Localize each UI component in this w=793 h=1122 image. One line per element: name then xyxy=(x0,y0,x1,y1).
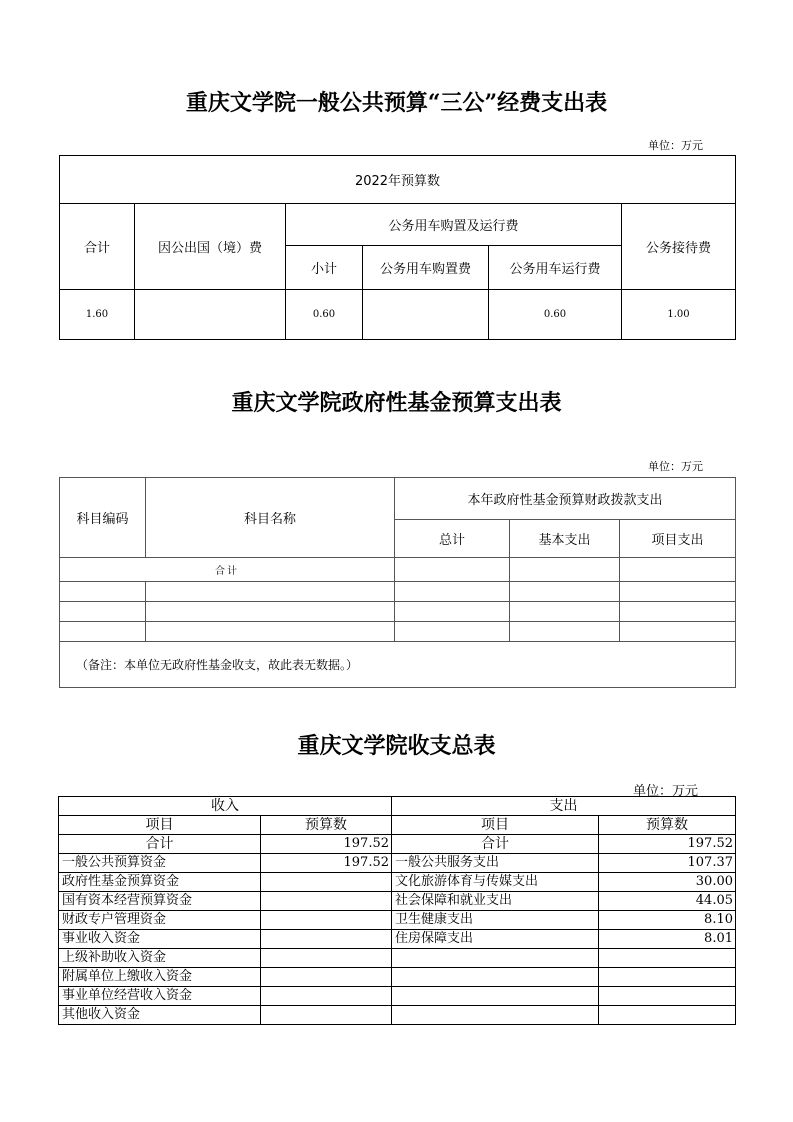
income-item: 上级补助收入资金 xyxy=(59,949,261,968)
table-row xyxy=(59,949,736,968)
table-row xyxy=(59,892,736,911)
expense-value xyxy=(599,987,736,1006)
table-row xyxy=(60,622,736,642)
header-operation: 公务用车运行费 xyxy=(489,246,622,290)
income-item: 事业单位经营收入资金 xyxy=(59,987,261,1006)
header-name: 科目名称 xyxy=(146,478,395,558)
header-total: 合计 xyxy=(60,204,135,290)
income-header: 收入 xyxy=(59,797,392,816)
expense-value: 8.10 xyxy=(599,911,736,930)
table-row xyxy=(59,1006,736,1025)
expense-item xyxy=(392,949,599,968)
empty-cell xyxy=(620,558,736,582)
expense-item: 社会保障和就业支出 xyxy=(392,892,599,911)
value-purchase xyxy=(363,290,489,340)
expense-item xyxy=(392,968,599,987)
table-row xyxy=(59,911,736,930)
header-reception: 公务接待费 xyxy=(622,204,736,290)
sangong-unit: 单位：万元 xyxy=(648,139,703,152)
income-item: 附属单位上缴收入资金 xyxy=(59,968,261,987)
fund-table xyxy=(59,477,736,688)
table-row xyxy=(59,854,736,873)
fund-note: （备注：本单位无政府性基金收支，故此表无数据。） xyxy=(60,642,736,688)
income-value xyxy=(261,1006,392,1025)
header-vehicle: 公务用车购置及运行费 xyxy=(286,204,622,246)
expense-item: 卫生健康支出 xyxy=(392,911,599,930)
income-value xyxy=(261,987,392,1006)
expense-item-col: 项目 xyxy=(392,816,599,835)
expense-budget-col: 预算数 xyxy=(599,816,736,835)
fund-unit: 单位：万元 xyxy=(648,460,703,473)
table-row xyxy=(59,930,736,949)
empty-cell xyxy=(395,558,510,582)
income-value xyxy=(261,873,392,892)
expense-item xyxy=(392,1006,599,1025)
expense-item: 文化旅游体育与传媒支出 xyxy=(392,873,599,892)
income-value xyxy=(261,911,392,930)
expense-item: 合计 xyxy=(392,835,599,854)
income-value xyxy=(261,892,392,911)
expense-item: 住房保障支出 xyxy=(392,930,599,949)
fund-total-row: 合计 xyxy=(60,558,395,582)
value-operation: 0.60 xyxy=(489,290,622,340)
table-row xyxy=(59,968,736,987)
header-subtotal: 小计 xyxy=(286,246,363,290)
income-budget-col: 预算数 xyxy=(261,816,392,835)
expense-item xyxy=(392,987,599,1006)
empty-cell xyxy=(510,558,620,582)
value-reception: 1.00 xyxy=(622,290,736,340)
header-abroad: 因公出国（境）费 xyxy=(135,204,286,290)
expense-value: 8.01 xyxy=(599,930,736,949)
table-row xyxy=(60,602,736,622)
fund-title: 重庆文学院政府性基金预算支出表 xyxy=(231,390,562,416)
header-code: 科目编码 xyxy=(60,478,146,558)
income-item: 国有资本经营预算资金 xyxy=(59,892,261,911)
income-item: 政府性基金预算资金 xyxy=(59,873,261,892)
income-item-col: 项目 xyxy=(59,816,261,835)
header-basic: 基本支出 xyxy=(510,520,620,558)
income-value: 197.52 xyxy=(261,835,392,854)
header-group: 本年政府性基金预算财政拨款支出 xyxy=(395,478,736,520)
budget-year-header: 2022年预算数 xyxy=(60,156,736,204)
value-abroad xyxy=(135,290,286,340)
expense-value: 197.52 xyxy=(599,835,736,854)
income-item: 其他收入资金 xyxy=(59,1006,261,1025)
expense-value: 44.05 xyxy=(599,892,736,911)
income-item: 财政专户管理资金 xyxy=(59,911,261,930)
expense-value xyxy=(599,949,736,968)
value-total: 1.60 xyxy=(60,290,135,340)
summary-table xyxy=(58,796,736,1025)
income-value xyxy=(261,930,392,949)
header-purchase: 公务用车购置费 xyxy=(363,246,489,290)
expense-value xyxy=(599,1006,736,1025)
income-value xyxy=(261,949,392,968)
sangong-title: 重庆文学院一般公共预算“三公”经费支出表 xyxy=(185,90,608,116)
expense-item: 一般公共服务支出 xyxy=(392,854,599,873)
value-subtotal: 0.60 xyxy=(286,290,363,340)
header-fund-total: 总计 xyxy=(395,520,510,558)
sangong-table xyxy=(59,155,736,340)
summary-unit: 单位：万元 xyxy=(633,784,699,799)
expense-value: 107.37 xyxy=(599,854,736,873)
summary-title: 重庆文学院收支总表 xyxy=(297,733,496,759)
table-row xyxy=(59,835,736,854)
table-row xyxy=(59,873,736,892)
income-value: 197.52 xyxy=(261,854,392,873)
table-row xyxy=(59,987,736,1006)
income-item: 事业收入资金 xyxy=(59,930,261,949)
expense-value xyxy=(599,968,736,987)
table-row xyxy=(60,582,736,602)
header-project: 项目支出 xyxy=(620,520,736,558)
income-item: 一般公共预算资金 xyxy=(59,854,261,873)
income-value xyxy=(261,968,392,987)
expense-header: 支出 xyxy=(392,797,736,816)
income-item: 合计 xyxy=(59,835,261,854)
expense-value: 30.00 xyxy=(599,873,736,892)
